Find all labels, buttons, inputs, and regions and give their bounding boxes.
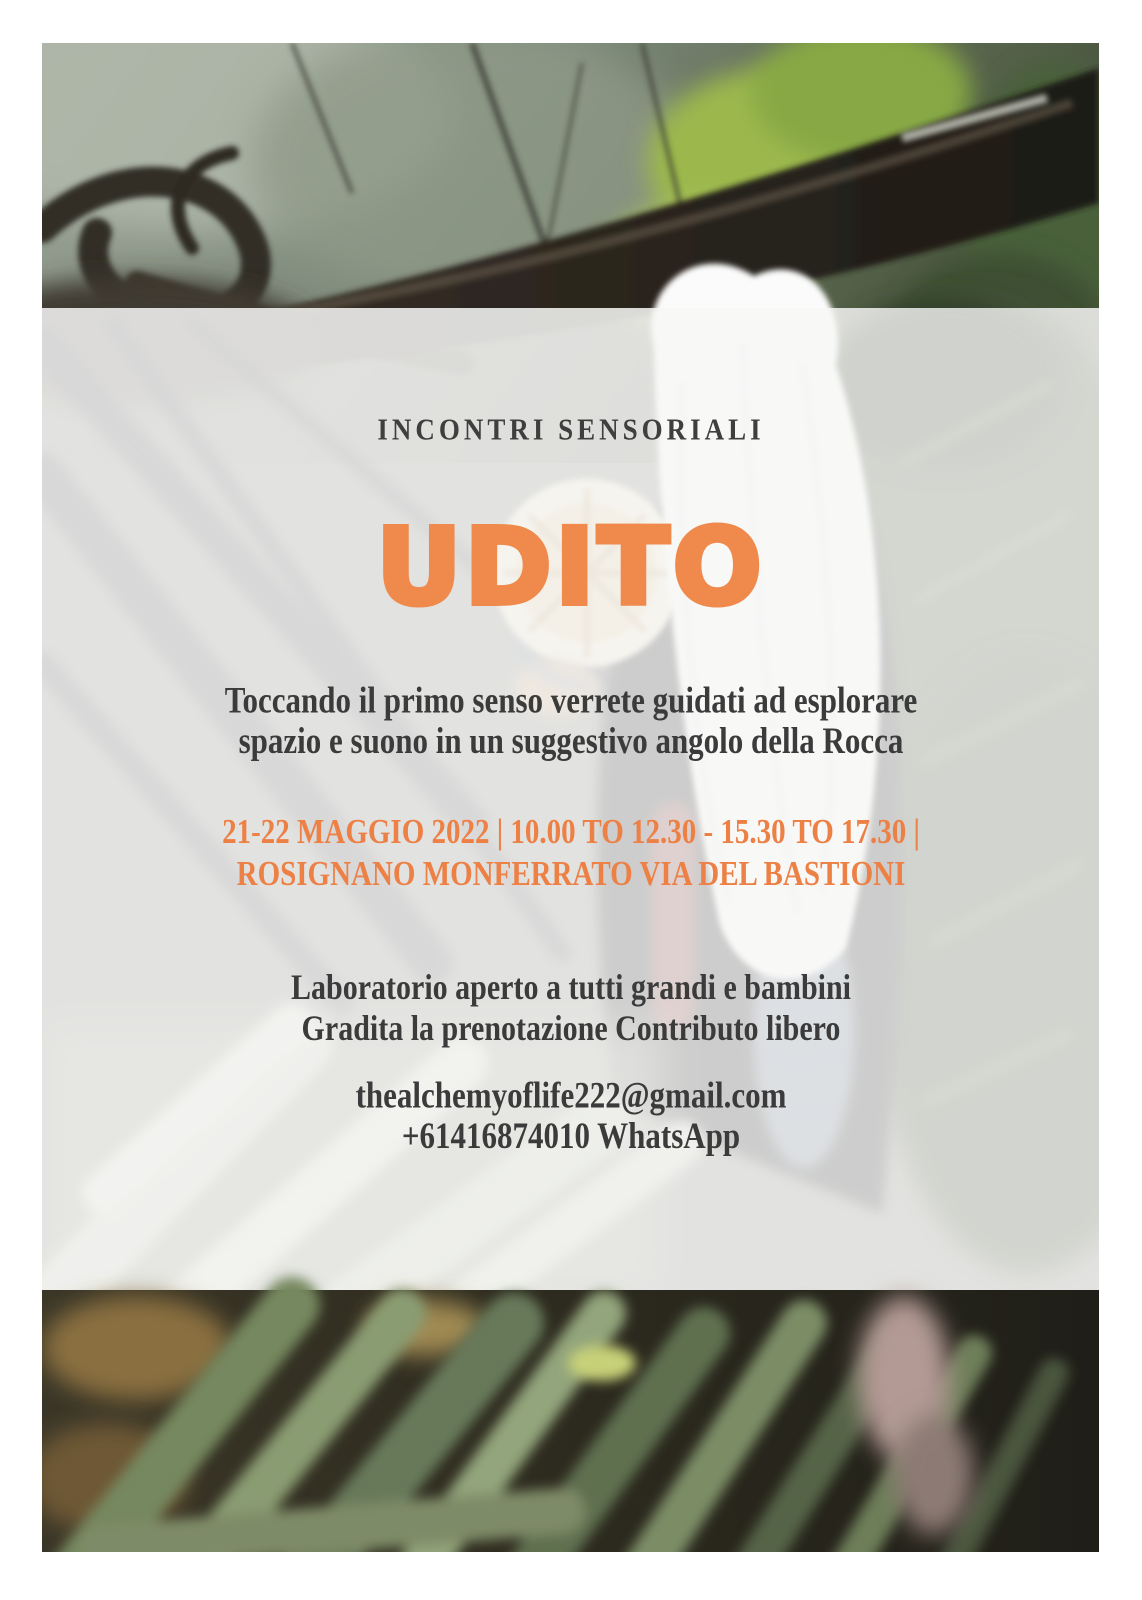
description-line-1: Toccando il primo senso verrete guidati ad esplorare bbox=[224, 678, 918, 721]
info-line-2: Gradita la prenotazione Contributo libero bbox=[301, 1008, 841, 1049]
contact-email: thealchemyoflife222@gmail.com bbox=[355, 1073, 787, 1116]
info-line-1: Laboratorio aperto a tutti grandi e bambini bbox=[291, 968, 851, 1008]
schedule-line-2: ROSIGNANO MONFERRATO VIA DEL BASTIONI bbox=[236, 855, 906, 894]
description-text bbox=[0, 680, 1142, 762]
page-title: UDITO bbox=[376, 506, 766, 628]
schedule-text bbox=[0, 812, 1142, 896]
contact-text bbox=[0, 1075, 1142, 1157]
kicker-text: INCONTRI SENSORIALI bbox=[377, 412, 765, 447]
contact-phone: +61416874010 WhatsApp bbox=[401, 1114, 741, 1157]
schedule-line-1: 21-22 MAGGIO 2022 | 10.00 TO 12.30 - 15.30 TO 17.30 | bbox=[222, 813, 920, 852]
info-text bbox=[0, 968, 1142, 1050]
description-line-2: spazio e suono in un suggestivo angolo della Rocca bbox=[238, 719, 904, 762]
